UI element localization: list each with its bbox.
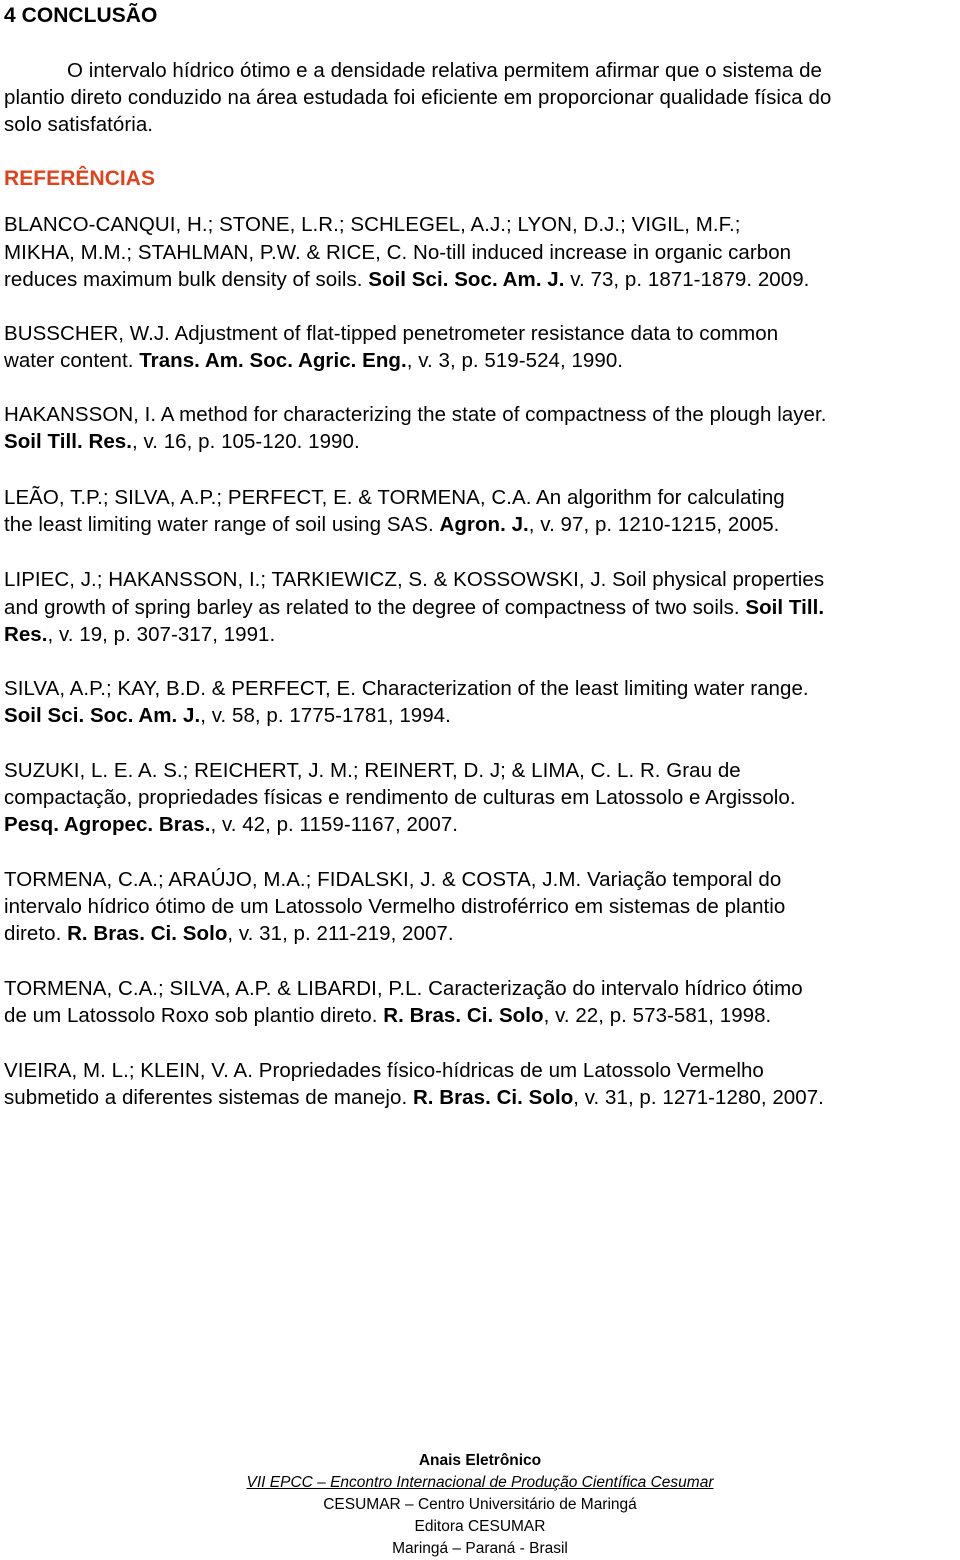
reference-7-line-2: compactação, propriedades físicas e rendimento de culturas em Latossolo e Argissolo. (4, 786, 796, 809)
footer-event: VII EPCC – Encontro Internacional de Produção Científica Cesumar (246, 1474, 714, 1491)
reference-7-details: , v. 42, p. 1159-1167, 2007. (210, 813, 459, 836)
reference-1-journal: Soil Sci. Soc. Am. J. (368, 268, 565, 291)
reference-5-line-2 (4, 595, 824, 621)
reference-9-text: de um Latossolo Roxo sob plantio direto. (4, 1004, 384, 1027)
page-footer (0, 1450, 960, 1560)
reference-2-line-1: BUSSCHER, W.J. Adjustment of flat-tipped penetrometer resistance data to common (4, 322, 779, 345)
reference-10-text: submetido a diferentes sistemas de manejo. (4, 1086, 413, 1109)
reference-5-journal: Soil Till. (745, 596, 825, 619)
reference-5-text: and growth of spring barley as related to the degree of compactness of two soils. (4, 596, 746, 619)
reference-3-details: , v. 16, p. 105-120. 1990. (131, 430, 360, 453)
reference-1-line-1: BLANCO-CANQUI, H.; STONE, L.R.; SCHLEGEL, A.J.; LYON, D.J.; VIGIL, M.F.; (4, 213, 741, 236)
reference-6-line-1: SILVA, A.P.; KAY, B.D. & PERFECT, E. Characterization of the least limiting water range. (4, 677, 809, 700)
conclusion-paragraph-line-3: solo satisfatória. (4, 113, 154, 136)
reference-9-line-1: TORMENA, C.A.; SILVA, A.P. & LIBARDI, P.L. Caracterização do intervalo hídrico ótimo (4, 977, 803, 1000)
section-heading-references: REFERÊNCIAS (4, 167, 156, 190)
reference-7-journal: Pesq. Agropec. Bras. (4, 813, 211, 836)
reference-4-line-2 (4, 512, 779, 538)
reference-8-line-1: TORMENA, C.A.; ARAÚJO, M.A.; FIDALSKI, J. & COSTA, J.M. Variação temporal do (4, 868, 782, 891)
reference-5-journal-cont: Res. (4, 623, 48, 646)
reference-5-line-1: LIPIEC, J.; HAKANSSON, I.; TARKIEWICZ, S. & KOSSOWSKI, J. Soil physical properties (4, 568, 825, 591)
reference-4-text: the least limiting water range of soil using SAS. (4, 513, 440, 536)
reference-3-journal: Soil Till. Res. (4, 430, 132, 453)
reference-2-line-2 (4, 348, 623, 374)
reference-8-line-2: intervalo hídrico ótimo de um Latossolo Vermelho distroférrico em sistemas de plantio (4, 895, 786, 918)
reference-5-line-3 (4, 622, 275, 648)
reference-1-line-2: MIKHA, M.M.; STAHLMAN, P.W. & RICE, C. No-till induced increase in organic carbon (4, 241, 792, 264)
footer-location: Maringá – Paraná - Brasil (392, 1540, 568, 1557)
reference-10-line-1: VIEIRA, M. L.; KLEIN, V. A. Propriedades físico-hídricas de um Latossolo Vermelho (4, 1059, 764, 1082)
reference-8-journal: R. Bras. Ci. Solo (67, 922, 228, 945)
reference-3-line-1: HAKANSSON, I. A method for characterizing the state of compactness of the plough layer. (4, 403, 827, 426)
reference-1-details: v. 73, p. 1871-1879. 2009. (564, 268, 810, 291)
reference-1-text: reduces maximum bulk density of soils. (4, 268, 369, 291)
reference-8-text: direto. (4, 922, 68, 945)
reference-6-line-2 (4, 703, 451, 729)
reference-10-details: , v. 31, p. 1271-1280, 2007. (573, 1086, 824, 1109)
reference-3-line-2 (4, 429, 360, 455)
reference-7-line-1: SUZUKI, L. E. A. S.; REICHERT, J. M.; REINERT, D. J; & LIMA, C. L. R. Grau de (4, 759, 741, 782)
reference-1-line-3 (4, 267, 809, 293)
reference-2-details: , v. 3, p. 519-524, 1990. (406, 349, 624, 372)
reference-8-details: , v. 31, p. 211-219, 2007. (227, 922, 454, 945)
footer-publisher: Editora CESUMAR (414, 1518, 546, 1535)
reference-10-journal: R. Bras. Ci. Solo (412, 1086, 574, 1109)
reference-4-journal: Agron. J. (439, 513, 529, 536)
footer-institution: CESUMAR – Centro Universitário de Maringá (323, 1496, 637, 1513)
reference-9-journal: R. Bras. Ci. Solo (383, 1004, 544, 1027)
reference-4-line-1: LEÃO, T.P.; SILVA, A.P.; PERFECT, E. & TORMENA, C.A. An algorithm for calculating (4, 486, 785, 509)
reference-7-line-3 (4, 812, 458, 838)
reference-5-details: , v. 19, p. 307-317, 1991. (47, 623, 276, 646)
conclusion-paragraph-line-2: plantio direto conduzido na área estudada foi eficiente em proporcionar qualidade física do (4, 86, 832, 109)
reference-9-details: , v. 22, p. 573-581, 1998. (543, 1004, 772, 1027)
reference-9-line-2 (4, 1003, 771, 1029)
reference-4-details: , v. 97, p. 1210-1215, 2005. (528, 513, 780, 536)
conclusion-paragraph-line-1: O intervalo hídrico ótimo e a densidade relativa permitem afirmar que o sistema de (67, 59, 822, 82)
reference-8-line-3 (4, 921, 454, 947)
reference-2-text: water content. (4, 349, 140, 372)
section-heading-conclusion: 4 CONCLUSÃO (4, 4, 158, 27)
footer-title: Anais Eletrônico (418, 1452, 542, 1469)
reference-2-journal: Trans. Am. Soc. Agric. Eng. (139, 349, 407, 372)
reference-6-journal: Soil Sci. Soc. Am. J. (4, 704, 201, 727)
reference-6-details: , v. 58, p. 1775-1781, 1994. (200, 704, 451, 727)
reference-10-line-2 (4, 1085, 824, 1111)
